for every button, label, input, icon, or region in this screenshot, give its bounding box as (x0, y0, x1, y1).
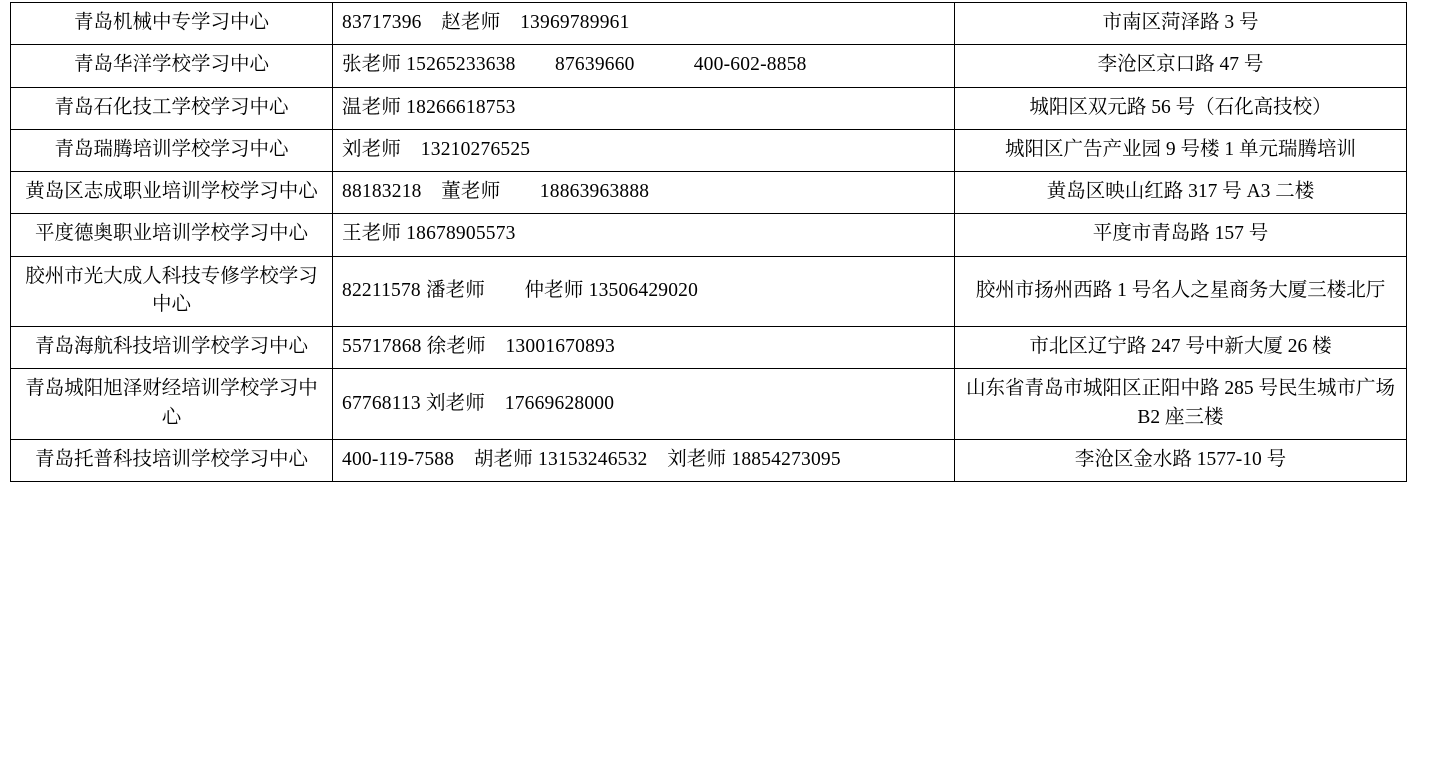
cell-contact (333, 3, 955, 45)
contact-text: 83717396 赵老师 13969789961 (342, 12, 630, 33)
table-row (11, 214, 1407, 256)
study-center-table (10, 2, 1407, 482)
address-text: 李沧区金水路 1577-10 号 (1074, 448, 1287, 470)
address-text: 市南区菏泽路 3 号 (1102, 12, 1259, 33)
table-row (11, 369, 1407, 440)
center-name-text: 平度德奥职业培训学校学习中心 (34, 223, 308, 245)
cell-contact (333, 327, 955, 369)
cell-contact (333, 172, 955, 214)
address-text: 市北区辽宁路 247 号中新大厦 26 楼 (1029, 336, 1332, 358)
table-row (11, 327, 1407, 369)
cell-address (955, 45, 1407, 87)
center-name-text: 青岛华洋学校学习中心 (73, 54, 269, 76)
table-row (11, 87, 1407, 129)
table-row (11, 439, 1407, 481)
address-text: 黄岛区映山红路 317 号 A3 二楼 (1046, 181, 1315, 203)
cell-contact (333, 256, 955, 327)
table-row (11, 3, 1407, 45)
cell-address (955, 256, 1407, 327)
contact-text: 张老师 15265233638 87639660 400-602-8858 (342, 54, 807, 76)
cell-center-name (11, 369, 333, 440)
cell-contact (333, 214, 955, 256)
contact-text: 王老师 18678905573 (342, 223, 516, 245)
cell-address (955, 439, 1407, 481)
cell-center-name (11, 45, 333, 87)
cell-center-name (11, 439, 333, 481)
cell-center-name (11, 3, 333, 45)
cell-contact (333, 45, 955, 87)
contact-text: 刘老师 13210276525 (342, 138, 531, 160)
center-name-text: 青岛海航科技培训学校学习中心 (34, 336, 308, 358)
cell-center-name (11, 172, 333, 214)
contact-text: 400-119-7588 胡老师 13153246532 刘老师 18854273095 (342, 448, 841, 470)
cell-contact (333, 87, 955, 129)
center-name-text: 青岛机械中专学习中心 (73, 12, 269, 33)
contact-text: 温老师 18266618753 (342, 96, 516, 118)
cell-center-name (11, 214, 333, 256)
cell-address (955, 327, 1407, 369)
center-name-text: 青岛瑞腾培训学校学习中心 (54, 138, 289, 160)
center-name-text: 青岛石化技工学校学习中心 (54, 96, 289, 118)
cell-address (955, 129, 1407, 171)
cell-address (955, 87, 1407, 129)
table-body (11, 3, 1407, 482)
address-text: 李沧区京口路 47 号 (1097, 54, 1264, 76)
center-name-text: 青岛托普科技培训学校学习中心 (34, 448, 308, 470)
cell-address (955, 369, 1407, 440)
table-row (11, 256, 1407, 327)
cell-address (955, 214, 1407, 256)
cell-contact (333, 129, 955, 171)
address-text: 胶州市扬州西路 1 号名人之星商务大厦三楼北厅 (975, 279, 1386, 301)
center-name-text: 黄岛区志成职业培训学校学习中心 (25, 181, 318, 203)
table-row (11, 129, 1407, 171)
cell-address (955, 172, 1407, 214)
contact-text: 82211578 潘老师 仲老师 13506429020 (342, 279, 699, 301)
contact-text: 67768113 刘老师 17669628000 (342, 392, 615, 414)
contact-text: 88183218 董老师 18863963888 (342, 181, 650, 203)
address-text: 城阳区广告产业园 9 号楼 1 单元瑞腾培训 (1004, 138, 1356, 160)
address-text: 平度市青岛路 157 号 (1092, 223, 1269, 245)
cell-center-name (11, 327, 333, 369)
center-name-text: 青岛城阳旭泽财经培训学校学习中心 (25, 378, 318, 428)
cell-center-name (11, 129, 333, 171)
table-row (11, 45, 1407, 87)
cell-contact (333, 439, 955, 481)
document-page (0, 2, 1430, 778)
center-name-text: 胶州市光大成人科技专修学校学习中心 (25, 265, 318, 315)
address-text: 城阳区双元路 56 号（石化高技校） (1029, 96, 1332, 118)
address-text: 山东省青岛市城阳区正阳中路 285 号民生城市广场 B2 座三楼 (965, 378, 1395, 428)
cell-center-name (11, 256, 333, 327)
contact-text: 55717868 徐老师 13001670893 (342, 336, 615, 358)
cell-address (955, 3, 1407, 45)
cell-center-name (11, 87, 333, 129)
table-row (11, 172, 1407, 214)
cell-contact (333, 369, 955, 440)
